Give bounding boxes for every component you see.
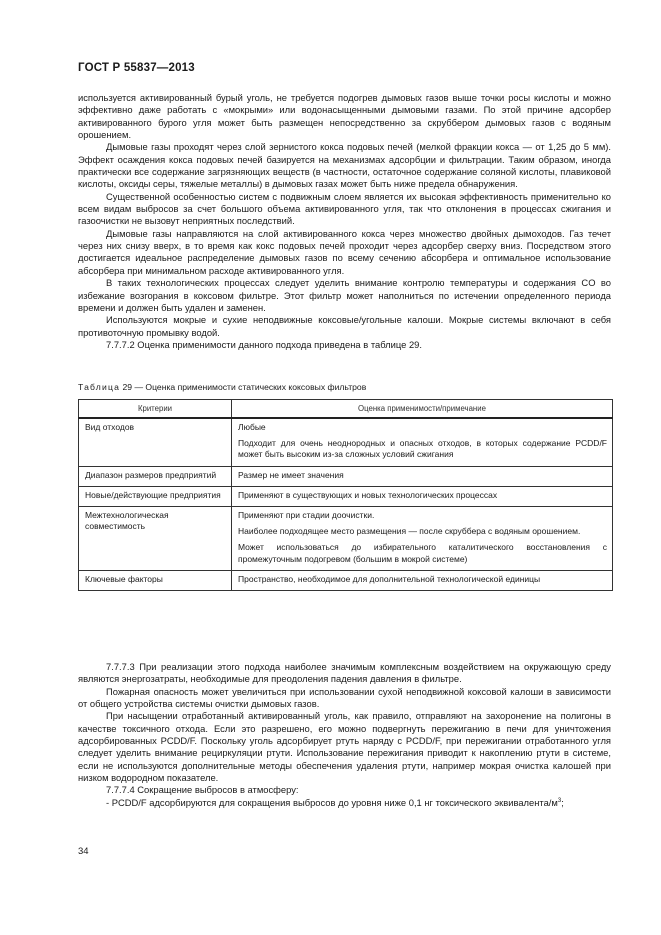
note-text: Применяют в существующих и новых технологических процессах (238, 489, 498, 500)
table-row (79, 486, 613, 506)
paragraph: 7.7.7.4 Сокращение выбросов в атмосферу: (106, 784, 299, 796)
table-caption (78, 382, 366, 392)
document-header: ГОСТ Р 55837—2013 (78, 62, 195, 74)
criterion-cell: Диапазон размеров предприятий (79, 466, 232, 486)
body-text-bottom (78, 661, 611, 809)
note-text: Наиболее подходящее место размещения — после скруббера с водяным орошением. (238, 526, 581, 537)
paragraph: Дымовые газы направляются на слой активированного кокса через множество двойных дымоходов. Газ течет через них снизу вверх, в то время как кокс подовых печей проходит через адсорбер сверху вниз. Посредством этого достигается идеальное распределение дымовых газов по всему сечению абсорбера и оптимальное использование абсорбера при минимальном расходе активированного угля. (78, 227, 611, 276)
paragraph: 7.7.7.2 Оценка применимости данного подхода приведена в таблице 29. (106, 338, 422, 350)
note-text: Подходит для очень неоднородных и опасных отходов, в которых содержание PCDD/F может быть высоким из-за сложных условий сжигания (238, 438, 607, 460)
table-header-criteria: Критерии (79, 400, 232, 419)
list-item-suffix: ; (561, 796, 564, 808)
notes-cell (232, 570, 613, 590)
page-number: 34 (78, 846, 89, 857)
notes-cell (232, 418, 613, 466)
paragraph: Пожарная опасность может увеличиться при использовании сухой неподвижной коксовой калоши в зависимости от общего устройства системы очистки дымовых газов. (78, 685, 611, 710)
notes-cell (232, 486, 613, 506)
table-caption-prefix: Таблица (78, 382, 121, 392)
table-row (79, 570, 613, 590)
table-header-row (79, 400, 613, 419)
paragraph: Существенной особенностью систем с подвижным слоем является их высокая эффективность применительно ко всем видам выбросов за счет большого объема активированного угля, так что отклонения в процессах сжигания и газоочистки не вызовут неприятных последствий. (78, 190, 611, 227)
paragraph: используется активированный бурый уголь, не требуется подогрев дымовых газов выше точки росы кислоты и можно эффективно даже работать с «мокрыми» или водонасыщенными дымовыми газами. По этой причине адсорбер активированного бурого угля может быть размещен непосредственно за скруббером дымовых газов с водяным орошением. (78, 92, 611, 141)
note-text: Применяют при стадии доочистки. (238, 510, 375, 521)
superscript: 3 (557, 797, 562, 804)
criterion-cell: Новые/действующие предприятия (79, 486, 232, 506)
criterion-cell: Межтехнологическая совместимость (79, 507, 232, 571)
paragraph: Дымовые газы проходят через слой зернистого кокса подовых печей (мелкой фракции кокса — от 1,25 до 5 мм). Эффект осаждения кокса подовых печей базируется на механизмах адсорбции и фильтрации. Таким образом, иногда практически все содержание загрязняющих веществ (в частности, остаточное содержание соляной кислоты, плавиковой кислоты, оксиды серы, тяжелые металлы) в дымовых газах может быть ниже предела обнаружения. (78, 141, 611, 190)
paragraph: В таких технологических процессах следует уделить внимание контролю температуры и содержания CO во избежание возгорания в коксовом фильтре. Этот фильтр может наполниться по истечении определенного периода времени и должен быть удален и заменен. (78, 277, 611, 313)
criterion-cell: Вид отходов (79, 418, 232, 466)
criterion-cell: Ключевые факторы (79, 570, 232, 590)
paragraph: 7.7.7.3 При реализации этого подхода наиболее значимым комплексным воздействием на окружающую среду являются энергозатраты, необходимые для преодоления падения давления в фильтре. (78, 661, 611, 685)
table-row (79, 418, 613, 466)
notes-cell (232, 466, 613, 486)
table-row (79, 466, 613, 486)
note-text: Любые (238, 422, 266, 432)
notes-cell (232, 507, 613, 571)
table-caption-text: 29 — Оценка применимости статических коксовых фильтров (120, 382, 367, 392)
paragraph: Используются мокрые и сухие неподвижные коксовые/угольные калоши. Мокрые системы включают в себя противоточную промывку водой. (78, 314, 611, 338)
paragraph: При насыщении отработанный активированный уголь, как правило, отправляют на захоронение на полигоны в качестве токсичного отхода. Если это разрешено, его можно подвергнуть пережиганию в печи для уничтожения адсорбированных PCDD/F. Поскольку уголь адсорбирует ртуть наряду с PCDD/F, при пережигании отработанного угля следует уделить внимание рециркуляции ртути. Использование пережигания приводит к накоплению ртути в системе, если не используются дополнительные методы обеспечения удаления ртути, например мокрая очистка калошей при низком водородном показателе. (78, 710, 611, 784)
table-header-notes: Оценка применимости/примечание (232, 400, 613, 419)
applicability-table (78, 399, 613, 591)
paragraph (78, 797, 611, 809)
note-text: Размер не имеет значения (238, 469, 344, 480)
list-item-text: - PCDD/F адсорбируются для сокращения выбросов до уровня ниже 0,1 нг токсического эквивалента/м (106, 796, 558, 808)
body-text-top (78, 92, 611, 351)
table-row (79, 507, 613, 571)
note-text: Может использоваться до избирательного каталитического восстановления с промежуточным подогревом (большим в мокрой системе) (238, 542, 607, 564)
note-text: Пространство, необходимое для дополнительной технологической единицы (238, 573, 541, 584)
